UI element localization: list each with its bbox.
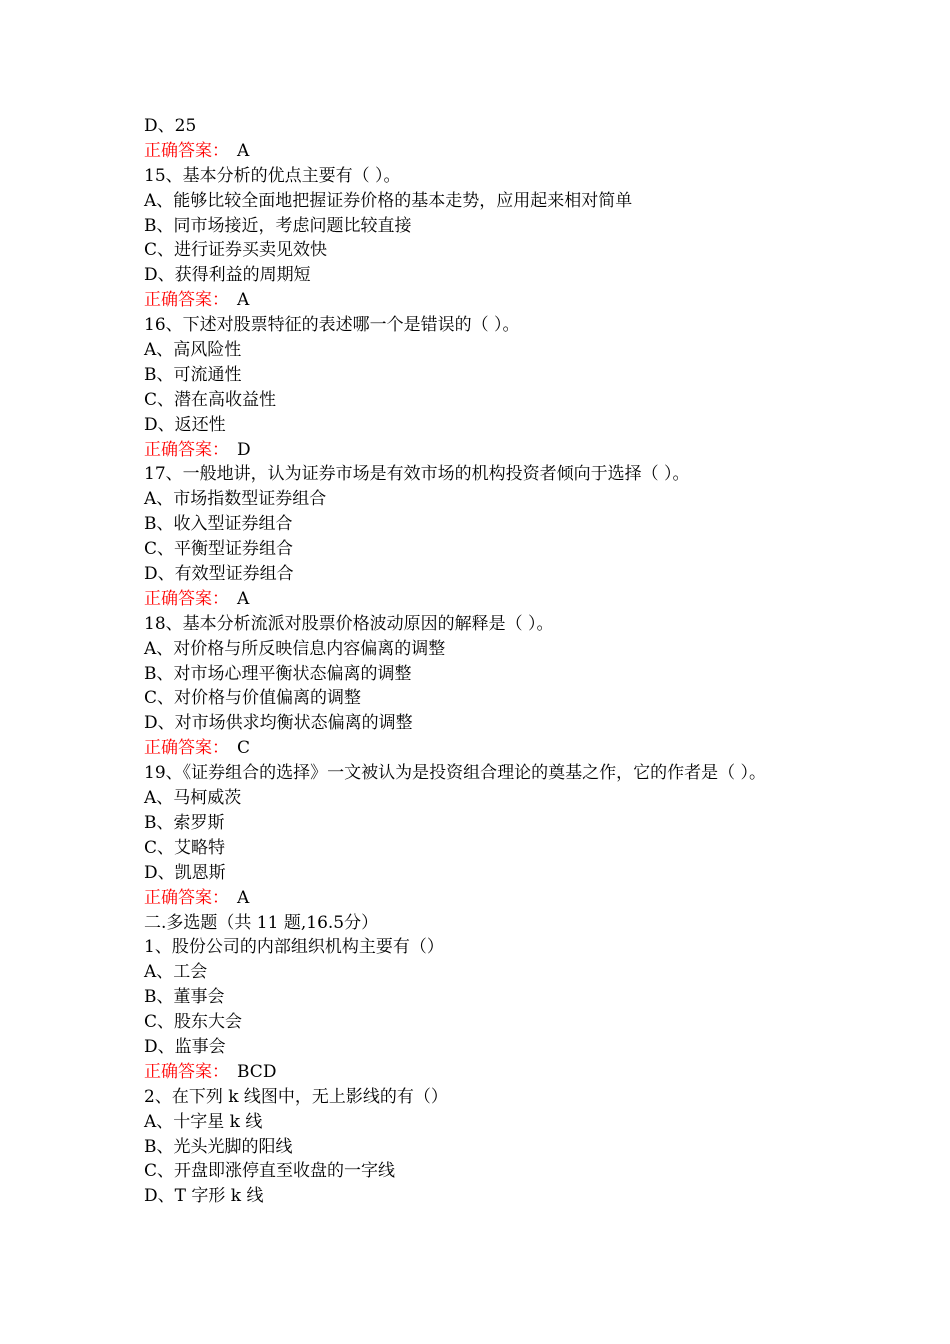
option-text: D、25 <box>144 116 197 136</box>
correct-answer-line <box>144 139 844 164</box>
answer-value: BCD <box>237 1061 277 1082</box>
option-text: C、进行证券买卖见效快 <box>144 240 328 261</box>
option-text: B、索罗斯 <box>144 812 225 833</box>
question-text: 17、一般地讲，认为证券市场是有效市场的机构投资者倾向于选择（ ）。 <box>144 464 690 485</box>
option-text: B、光头光脚的阳线 <box>144 1136 293 1157</box>
option-text: D、T 字形 k 线 <box>144 1186 264 1207</box>
option-text: A、对价格与所反映信息内容偏离的调整 <box>144 638 446 659</box>
answer-label: 正确答案： <box>144 887 229 908</box>
correct-answer-line <box>144 288 844 313</box>
answer-value: A <box>237 887 250 908</box>
answer-label: 正确答案： <box>144 439 229 460</box>
option-text: D、凯恩斯 <box>144 862 226 883</box>
answer-value: A <box>237 588 250 609</box>
option-text: A、市场指数型证券组合 <box>144 489 327 510</box>
correct-answer-line <box>144 438 844 463</box>
question-text: 18、基本分析流派对股票价格波动原因的解释是（ ）。 <box>144 613 554 634</box>
correct-answer-line <box>144 1060 844 1085</box>
correct-answer-line <box>144 587 844 612</box>
option-text: C、开盘即涨停直至收盘的一字线 <box>144 1161 396 1182</box>
option-text: C、对价格与价值偏离的调整 <box>144 688 362 709</box>
option-text: B、收入型证券组合 <box>144 514 293 535</box>
correct-answer-line <box>144 736 844 761</box>
option-text: A、十字星 k 线 <box>144 1111 263 1132</box>
answer-value: D <box>237 439 251 460</box>
option-text: A、高风险性 <box>144 340 242 361</box>
question-text: 19、《证券组合的选择》一文被认为是投资组合理论的奠基之作，它的作者是（ ）。 <box>144 763 767 784</box>
option-text: D、获得利益的周期短 <box>144 265 311 286</box>
option-text: C、平衡型证券组合 <box>144 539 294 560</box>
option-text: C、潜在高收益性 <box>144 389 277 410</box>
option-text: B、可流通性 <box>144 364 242 385</box>
option-text: D、监事会 <box>144 1036 226 1057</box>
option-text: B、对市场心理平衡状态偏离的调整 <box>144 663 412 684</box>
answer-value: A <box>237 290 250 311</box>
answer-label: 正确答案： <box>144 738 229 759</box>
question-text: 15、基本分析的优点主要有（ ）。 <box>144 165 401 186</box>
option-text: C、艾略特 <box>144 837 226 858</box>
option-text: A、工会 <box>144 962 208 983</box>
option-text: D、返还性 <box>144 414 226 435</box>
correct-answer-line <box>144 886 844 911</box>
question-text: 1、股份公司的内部组织机构主要有（） <box>144 937 444 958</box>
option-text: D、对市场供求均衡状态偏离的调整 <box>144 713 413 734</box>
answer-value: A <box>237 140 250 161</box>
option-text: B、同市场接近，考虑问题比较直接 <box>144 215 412 236</box>
answer-label: 正确答案： <box>144 290 229 311</box>
section-heading: 二.多选题（共 11 题,16.5分） <box>144 912 379 933</box>
option-text: A、能够比较全面地把握证券价格的基本走势，应用起来相对简单 <box>144 190 633 211</box>
option-text: C、股东大会 <box>144 1012 243 1033</box>
option-text: B、董事会 <box>144 987 225 1008</box>
answer-label: 正确答案： <box>144 588 229 609</box>
answer-value: C <box>237 738 251 759</box>
answer-label: 正确答案： <box>144 140 229 161</box>
answer-label: 正确答案： <box>144 1061 229 1082</box>
question-text: 2、在下列 k 线图中，无上影线的有（） <box>144 1086 448 1107</box>
option-text: D、有效型证券组合 <box>144 564 294 585</box>
document-body <box>144 114 844 1209</box>
question-text: 16、下述对股票特征的表述哪一个是错误的（ ）。 <box>144 315 520 336</box>
option-text: A、马柯威茨 <box>144 788 242 809</box>
